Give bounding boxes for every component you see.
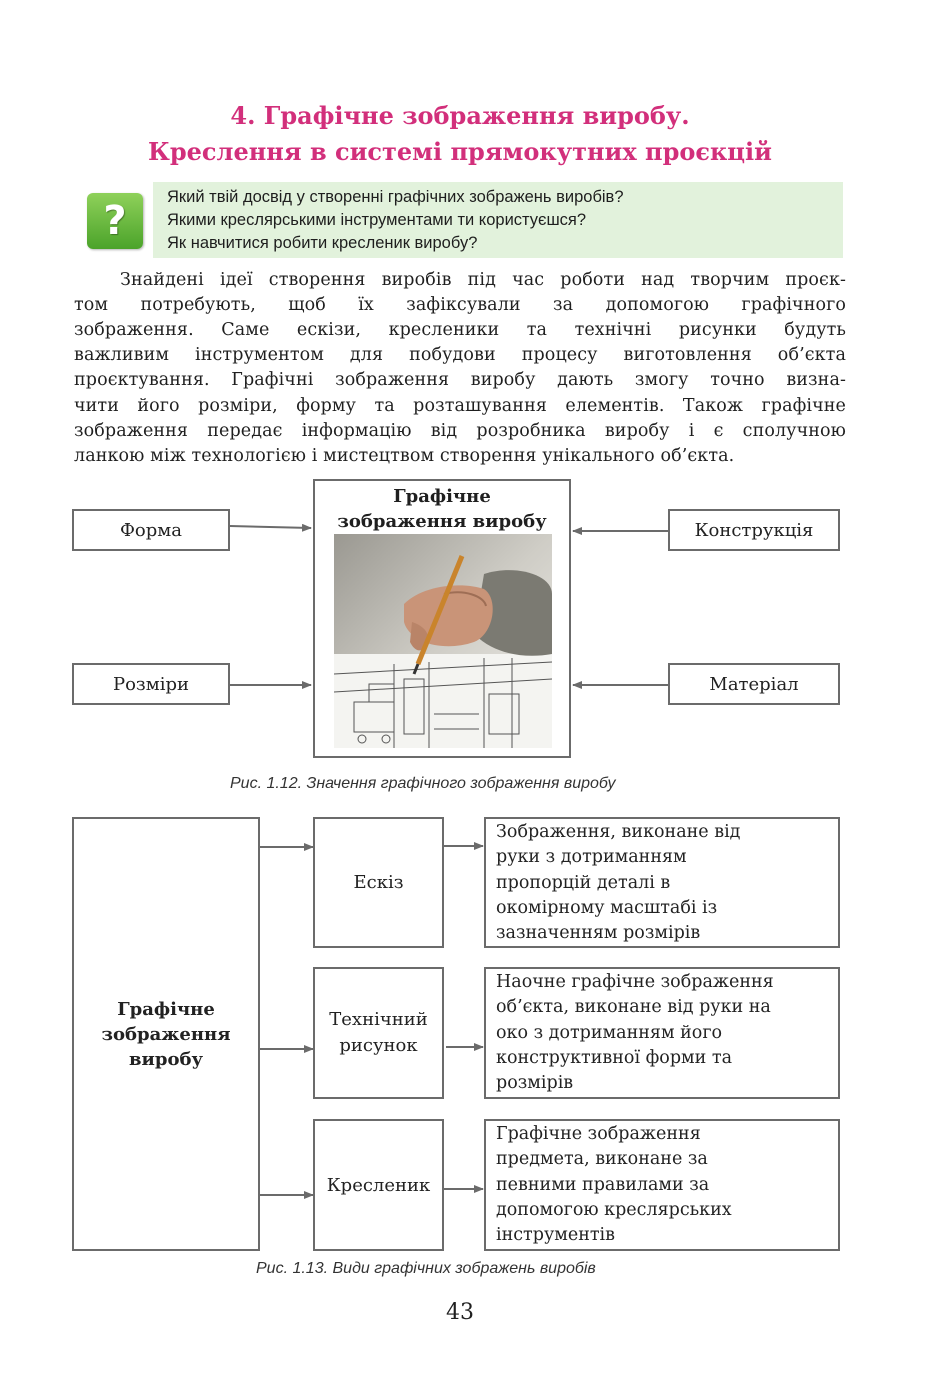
chapter-title-line-2: Креслення в системі прямокутних проєкцій [148,137,772,166]
description-line: пропорцій деталі в [496,872,671,893]
description-line: інструментів [496,1225,616,1246]
description-line: Зображення, виконане від [496,822,741,842]
paragraph-line: проєктування. Графічні зображення виробу дають змогу точно визна- [74,370,846,390]
description-line: певними правилами за [496,1174,710,1195]
hand-drawing-blueprint-photo [334,534,552,748]
material-box: Матеріал [668,663,840,705]
description-line: конструктивної форми та [496,1047,733,1068]
paragraph-line: том потребують, щоб їх зафіксували за допомогою графічного [74,295,846,315]
description-line: Графічне зображення [496,1124,701,1144]
description-line: допомогою креслярських [496,1199,732,1220]
sketch-label: Ескіз [353,872,404,893]
blueprint-label: Кресленик [326,1174,431,1196]
technical-drawing-label-1: Технічний [329,1009,428,1030]
technical-drawing-description [484,967,840,1099]
dimensions-box: Розміри [72,663,230,705]
description-line: окомірному масштабі із [496,897,718,918]
chapter-title-line-1: 4. Графічне зображення виробу. [230,101,690,130]
figure-2-caption: Рис. 1.13. Види графічних зображень виробів [256,1260,596,1277]
blueprint-box [313,1119,444,1251]
question-2: Якими креслярськими інструментами ти користуєшся? [167,211,587,229]
center-box-title-1: Графічне [393,486,491,507]
description-line: предмета, виконане за [496,1149,708,1170]
description-line: руки з дотриманням [496,847,687,868]
description-line: розмірів [496,1073,574,1094]
question-3: Як навчитися робити кресленик виробу? [167,234,478,252]
paragraph-line: важливим інструментом для побудови процесу виготовлення об’єкта [74,345,846,365]
technical-drawing-box [313,967,444,1099]
form-box: Форма [72,509,230,551]
question-1: Який твій досвід у створенні графічних зображень виробів? [167,188,624,206]
paragraph-line: зображення передає інформацію від розробника виробу і є сполучною [74,421,846,441]
blueprint-description [484,1119,840,1251]
description-line: зазначенням розмірів [496,923,701,944]
paragraph-line: зображення. Саме ескізи, кресленики та технічні рисунки будуть [74,320,846,340]
page-number: 43 [446,1300,474,1325]
construction-box: Конструкція [668,509,840,551]
graphic-image-main-box [72,817,260,1251]
sketch-description [484,817,840,948]
paragraph-line: Знайдені ідеї створення виробів під час роботи над творчим проєк- [120,270,846,290]
graphic-image-center-box [313,479,571,758]
description-line: об’єкта, виконане від руки на [496,997,771,1018]
technical-drawing-label-2: рисунок [339,1035,418,1056]
description-line: око з дотриманням його [496,1022,723,1043]
main-box-line-2: зображення [101,1023,231,1045]
question-mark-icon: ? [87,193,143,249]
paragraph-line: чити його розміри, форму та розташування елементів. Також графічне [74,396,846,416]
figure-1-caption: Рис. 1.12. Значення графічного зображення виробу [230,775,616,792]
center-box-title-2: зображення виробу [337,511,547,532]
paragraph-line: ланкою між технологією і мистецтвом створення унікального об’єкта. [74,446,735,466]
main-box-line-3: виробу [129,1048,203,1070]
main-box-line-1: Графічне [117,998,215,1020]
description-line: Наочне графічне зображення [496,972,774,992]
sketch-box [313,817,444,948]
